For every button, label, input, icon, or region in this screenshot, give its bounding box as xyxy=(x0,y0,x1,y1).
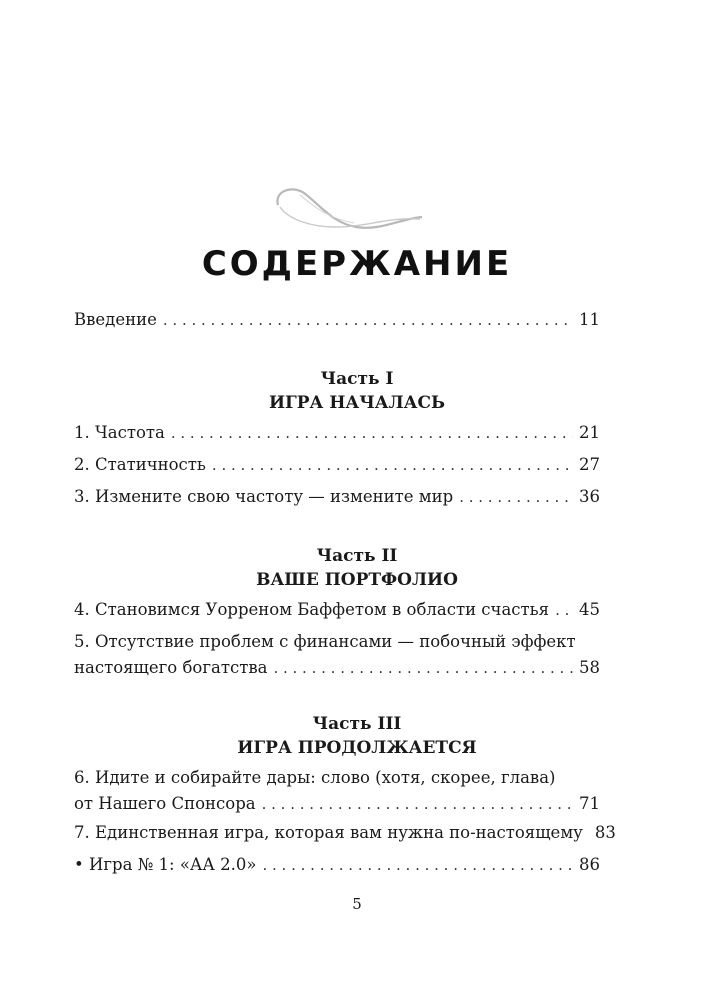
dot-leader xyxy=(273,656,573,680)
toc-entry-chapter-4[interactable] xyxy=(74,598,600,624)
dot-leader xyxy=(262,792,573,816)
toc-entry-label: 7. Единственная игра, которая вам нужна по-настоящему xyxy=(74,823,583,842)
part-2-name: ВАШЕ ПОРТФОЛИО xyxy=(256,570,458,590)
toc-entry-chapter-6[interactable] xyxy=(74,766,600,818)
toc-entry-line: 6. Идите и собирайте дары: слово (хотя, скорее, глава) xyxy=(74,768,556,787)
dot-leader xyxy=(262,853,573,877)
toc-entry-page: 86 xyxy=(579,855,600,874)
dot-leader xyxy=(459,485,573,509)
toc-entry-chapter-2[interactable] xyxy=(74,453,600,479)
toc-entry-chapter-5[interactable] xyxy=(74,630,600,682)
toc-entry-label: Введение xyxy=(74,310,157,329)
part-1-number: Часть I xyxy=(320,369,394,389)
toc-entry-label: 1. Частота xyxy=(74,423,165,442)
toc-entry-label: 3. Измените свою частоту — измените мир xyxy=(74,487,454,506)
toc-entry-page: 58 xyxy=(579,658,600,677)
dot-leader xyxy=(163,308,573,332)
toc-entry-line: 5. Отсутствие проблем с финансами — побочный эффект xyxy=(74,632,576,651)
toc-entry-page: 45 xyxy=(579,600,600,619)
toc-entry-page: 71 xyxy=(579,794,600,813)
toc-entry-page: 83 xyxy=(594,823,616,842)
toc-entry-label: • Игра № 1: «АА 2.0» xyxy=(74,855,257,874)
toc-entry-intro[interactable] xyxy=(74,308,600,334)
decorative-swash-icon xyxy=(270,183,430,241)
dot-leader xyxy=(212,453,573,477)
part-1-name: ИГРА НАЧАЛАСЬ xyxy=(268,393,446,413)
part-3-name: ИГРА ПРОДОЛЖАЕТСЯ xyxy=(237,738,477,758)
toc-entry-page: 11 xyxy=(579,310,600,329)
toc-entry-page: 21 xyxy=(579,423,600,442)
dot-leader xyxy=(171,421,573,445)
dot-leader xyxy=(555,598,573,622)
toc-entry-label: от Нашего Спонсора xyxy=(74,794,256,813)
toc-entry-chapter-7[interactable] xyxy=(74,821,616,847)
toc-entry-chapter-1[interactable] xyxy=(74,421,600,447)
toc-entry-page: 27 xyxy=(579,455,600,474)
page-title: СОДЕРЖАНИЕ xyxy=(201,244,513,284)
page-number: 5 xyxy=(352,895,362,913)
toc-entry-label: настоящего богатства xyxy=(74,658,268,677)
toc-entry-label: 4. Становимся Уорреном Баффетом в области счастья xyxy=(74,600,550,619)
toc-entry-game-1[interactable] xyxy=(74,853,600,879)
toc-entry-label: 2. Статичность xyxy=(74,455,206,474)
toc-entry-chapter-3[interactable] xyxy=(74,485,600,511)
toc-entry-page: 36 xyxy=(579,487,600,506)
part-3-number: Часть III xyxy=(312,714,402,734)
part-2-number: Часть II xyxy=(316,546,398,566)
